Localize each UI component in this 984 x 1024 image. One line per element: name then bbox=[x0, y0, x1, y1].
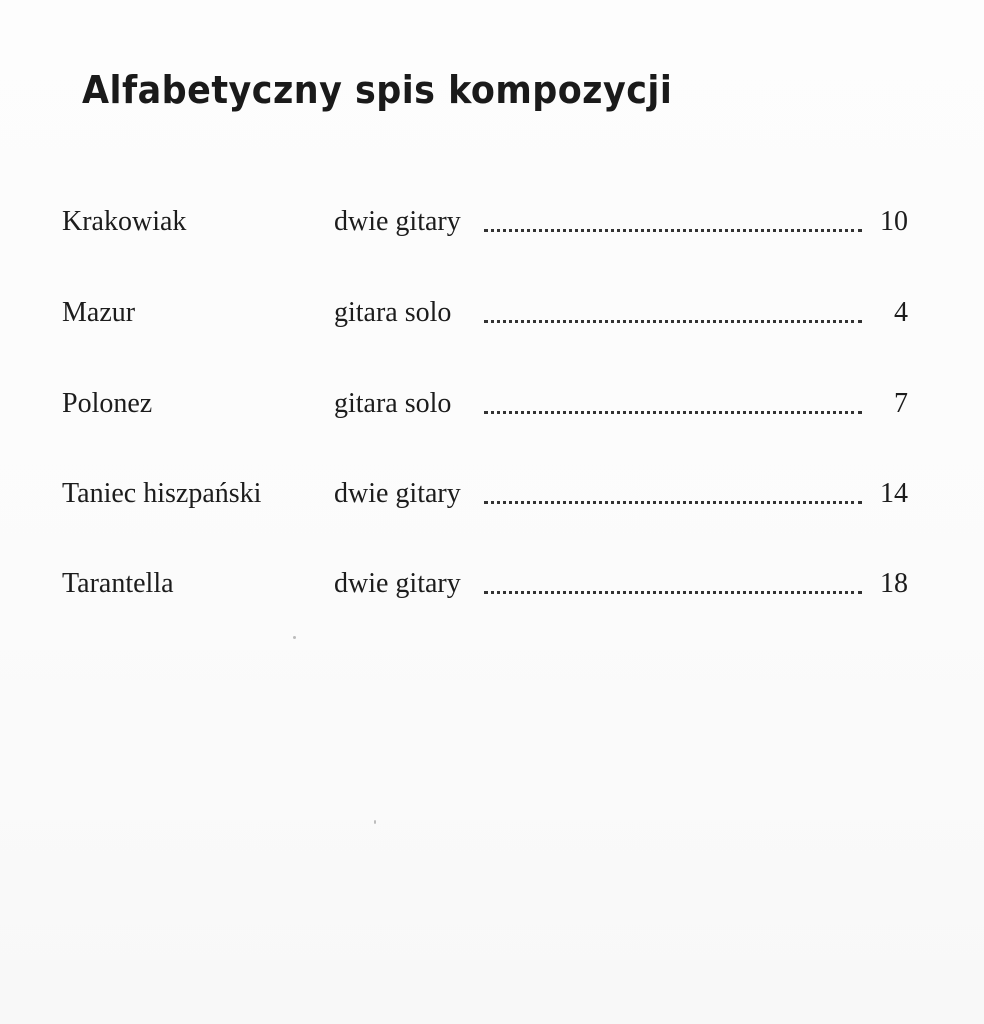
toc-row bbox=[62, 472, 908, 516]
toc-instrumentation: gitara solo bbox=[334, 297, 452, 328]
toc-instrumentation: dwie gitary bbox=[334, 206, 461, 237]
toc-row bbox=[62, 291, 908, 335]
toc-page-number: 14 bbox=[880, 478, 908, 509]
toc-page-number: 7 bbox=[894, 388, 908, 419]
toc-page-number: 10 bbox=[880, 206, 908, 237]
paper-speck bbox=[293, 636, 296, 639]
toc-row bbox=[62, 200, 908, 244]
toc-row bbox=[62, 562, 908, 606]
toc-row bbox=[62, 382, 908, 426]
toc-instrumentation: gitara solo bbox=[334, 388, 452, 419]
toc-piece-title: Taniec hiszpański bbox=[62, 478, 262, 509]
toc-page-number: 18 bbox=[880, 568, 908, 599]
toc-piece-title: Mazur bbox=[62, 297, 136, 328]
toc-dot-leader bbox=[484, 591, 862, 594]
toc-piece-title: Tarantella bbox=[62, 568, 174, 599]
toc-instrumentation: dwie gitary bbox=[334, 568, 461, 599]
toc-dot-leader bbox=[484, 320, 862, 323]
toc-dot-leader bbox=[484, 229, 862, 232]
toc-dot-leader bbox=[484, 501, 862, 504]
page-title: Alfabetyczny spis kompozycji bbox=[82, 68, 673, 112]
toc-dot-leader bbox=[484, 411, 862, 414]
paper-speck bbox=[374, 820, 376, 824]
toc-piece-title: Krakowiak bbox=[62, 206, 187, 237]
toc-page-number: 4 bbox=[894, 297, 908, 328]
toc-instrumentation: dwie gitary bbox=[334, 478, 461, 509]
toc-piece-title: Polonez bbox=[62, 388, 153, 419]
